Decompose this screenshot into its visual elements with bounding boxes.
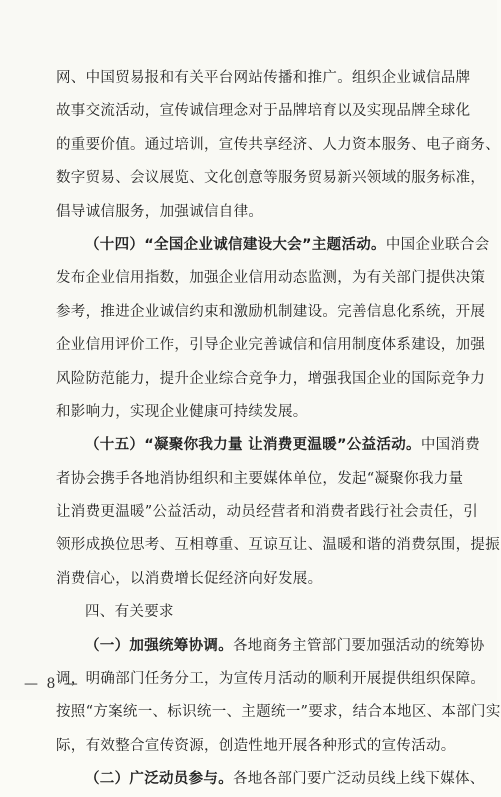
- text-run: 各地各部门要广泛动员线上线下媒体、: [233, 771, 485, 788]
- text-run: 中国企业联合会: [385, 236, 490, 253]
- text-line: 际，有效整合宣传资源，创造性地开展各种形式的宣传活动。: [56, 737, 456, 754]
- item-heading: （十五）“凝聚你我力量 让消费更温暖”公益活动。: [85, 437, 421, 454]
- text-line: 和影响力，实现企业健康可持续发展。: [56, 403, 308, 420]
- text-line: 倡导诚信服务，加强诚信自律。: [56, 203, 264, 220]
- text-line: 让消费更温暖”公益活动，动员经营者和消费者践行社会责任，引: [56, 504, 479, 521]
- section-heading: 四、有关要求: [85, 604, 174, 621]
- text-line: 企业信用评价工作，引导企业完善诚信和信用制度体系建设，加强: [56, 337, 486, 354]
- paragraph-first-line: [56, 763, 485, 796]
- body-text: [56, 62, 501, 797]
- paragraph-first-line: [56, 229, 490, 262]
- item-heading: （十四）“全国企业诚信建设大会”主题活动。: [85, 236, 386, 253]
- page-number: — 8 —: [24, 676, 80, 692]
- text-line: 发布企业信用指数，加强企业信用动态监测，为有关部门提供决策: [56, 270, 486, 287]
- text-line: 调，明确部门任务分工，为宣传月活动的顺利开展提供组织保障。: [56, 671, 486, 688]
- text-line: 领形成换位思考、互相尊重、互谅互让、温暖和谐的消费氛围，提振: [56, 537, 500, 554]
- text-line: 的重要价值。通过培训，宣传共享经济、人力资本服务、电子商务、: [56, 136, 500, 153]
- text-line: 风险防范能力，提升企业综合竞争力，增强我国企业的国际竞争力: [56, 370, 486, 387]
- item-heading: （二）广泛动员参与。: [85, 771, 233, 788]
- text-line: 消费信心，以消费增长促经济向好发展。: [56, 570, 323, 587]
- paragraph-first-line: [56, 429, 481, 462]
- text-line: 参考，推进企业诚信约束和激励机制建设。完善信息化系统，开展: [56, 303, 486, 320]
- text-line: 按照“方案统一、标识统一、主题统一”要求，结合本地区、本部门实: [56, 704, 501, 721]
- text-line: 网、中国贸易报和有关平台网站传播和推广。组织企业诚信品牌: [56, 70, 471, 86]
- text-run: 中国消费: [420, 437, 481, 454]
- text-line: 数字贸易、会议展览、文化创意等服务贸易新兴领域的服务标准，: [56, 170, 486, 187]
- text-line: 者协会携手各地消协组织和主要媒体单位，发起“凝聚你我力量: [56, 470, 464, 487]
- paragraph-first-line: [56, 630, 485, 663]
- text-run: 各地商务主管部门要加强活动的统筹协: [233, 637, 485, 654]
- item-heading: （一）加强统筹协调。: [85, 637, 233, 654]
- text-line: 故事交流活动，宣传诚信理念对于品牌培育以及实现品牌全球化: [56, 103, 471, 120]
